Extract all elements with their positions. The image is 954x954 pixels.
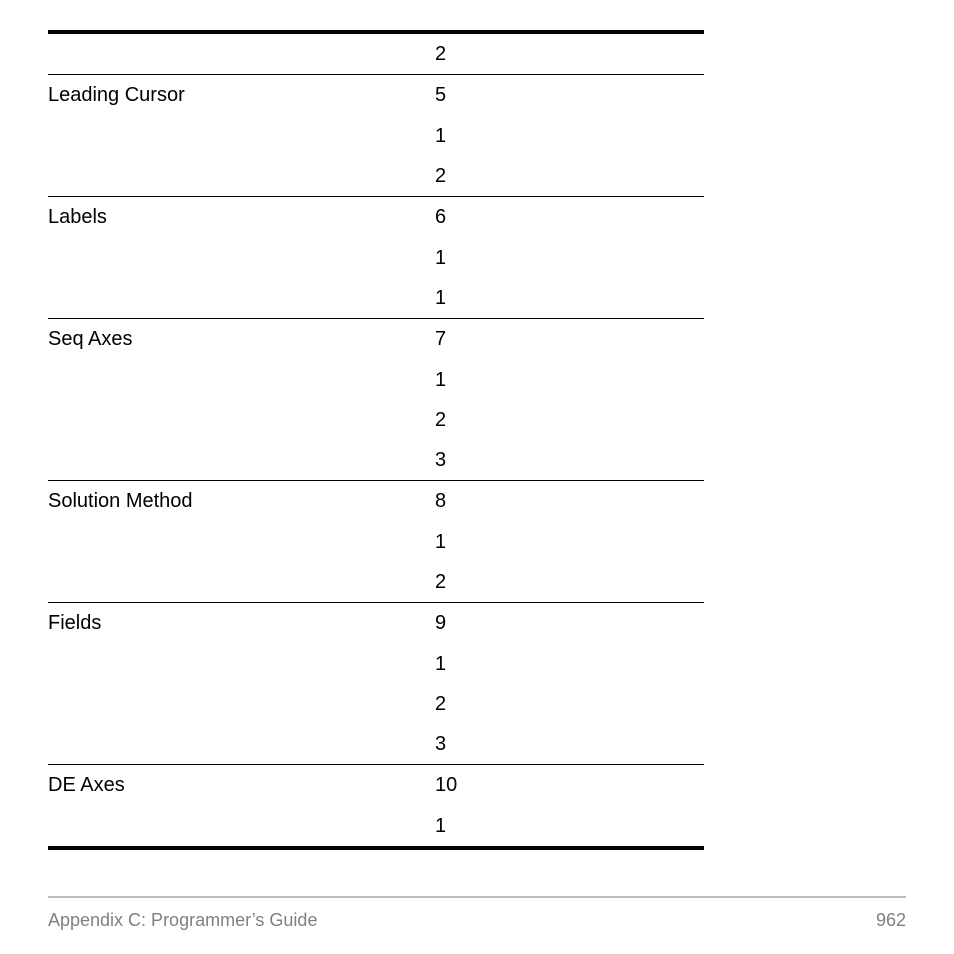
setting-value: 1 <box>435 530 447 553</box>
footer-divider <box>48 896 906 898</box>
setting-value: 10 <box>435 774 458 797</box>
setting-value: 1 <box>435 286 447 309</box>
setting-value: 3 <box>435 733 447 756</box>
setting-name: DE Axes <box>48 774 125 797</box>
setting-value: 1 <box>435 246 447 269</box>
setting-value: 1 <box>435 652 447 675</box>
setting-name: Seq Axes <box>48 328 133 351</box>
setting-name: Leading Cursor <box>48 84 185 107</box>
setting-value: 1 <box>435 814 447 837</box>
table-row <box>48 481 704 521</box>
table-group <box>48 764 704 846</box>
table-group <box>48 318 704 480</box>
table-group <box>48 34 704 74</box>
page-number: 962 <box>875 910 906 930</box>
table-group <box>48 74 704 196</box>
table-group <box>48 602 704 764</box>
table-row <box>48 440 704 480</box>
table-row <box>48 522 704 562</box>
table-group <box>48 196 704 318</box>
setting-value: 2 <box>435 408 447 431</box>
table-row <box>48 156 704 196</box>
setting-value: 8 <box>435 490 447 513</box>
setting-value: 6 <box>435 206 447 229</box>
setting-name: Labels <box>48 206 107 229</box>
setting-value: 2 <box>435 43 447 66</box>
table-row <box>48 684 704 724</box>
table-row <box>48 765 704 805</box>
table-row <box>48 116 704 156</box>
table-row <box>48 643 704 683</box>
settings-table <box>48 30 704 850</box>
setting-value: 1 <box>435 368 447 391</box>
table-row <box>48 319 704 359</box>
table-row <box>48 603 704 643</box>
table-row <box>48 278 704 318</box>
table-row <box>48 75 704 115</box>
setting-value: 5 <box>435 84 447 107</box>
setting-name: Fields <box>48 612 102 635</box>
setting-value: 3 <box>435 449 447 472</box>
setting-value: 2 <box>435 571 447 593</box>
setting-value: 9 <box>435 612 447 635</box>
table-group <box>48 480 704 602</box>
table-row <box>48 237 704 277</box>
setting-value: 2 <box>435 692 447 715</box>
setting-value: 2 <box>435 165 447 188</box>
table-row <box>48 34 704 74</box>
setting-value: 1 <box>435 124 447 147</box>
table-row <box>48 400 704 440</box>
table-row <box>48 359 704 399</box>
table-row <box>48 562 704 602</box>
table-row <box>48 197 704 237</box>
setting-value: 7 <box>435 328 447 351</box>
table-row <box>48 806 704 846</box>
footer-section-title: Appendix C: Programmer’s Guide <box>48 910 318 930</box>
setting-name: Solution Method <box>48 490 193 513</box>
table-row <box>48 724 704 764</box>
